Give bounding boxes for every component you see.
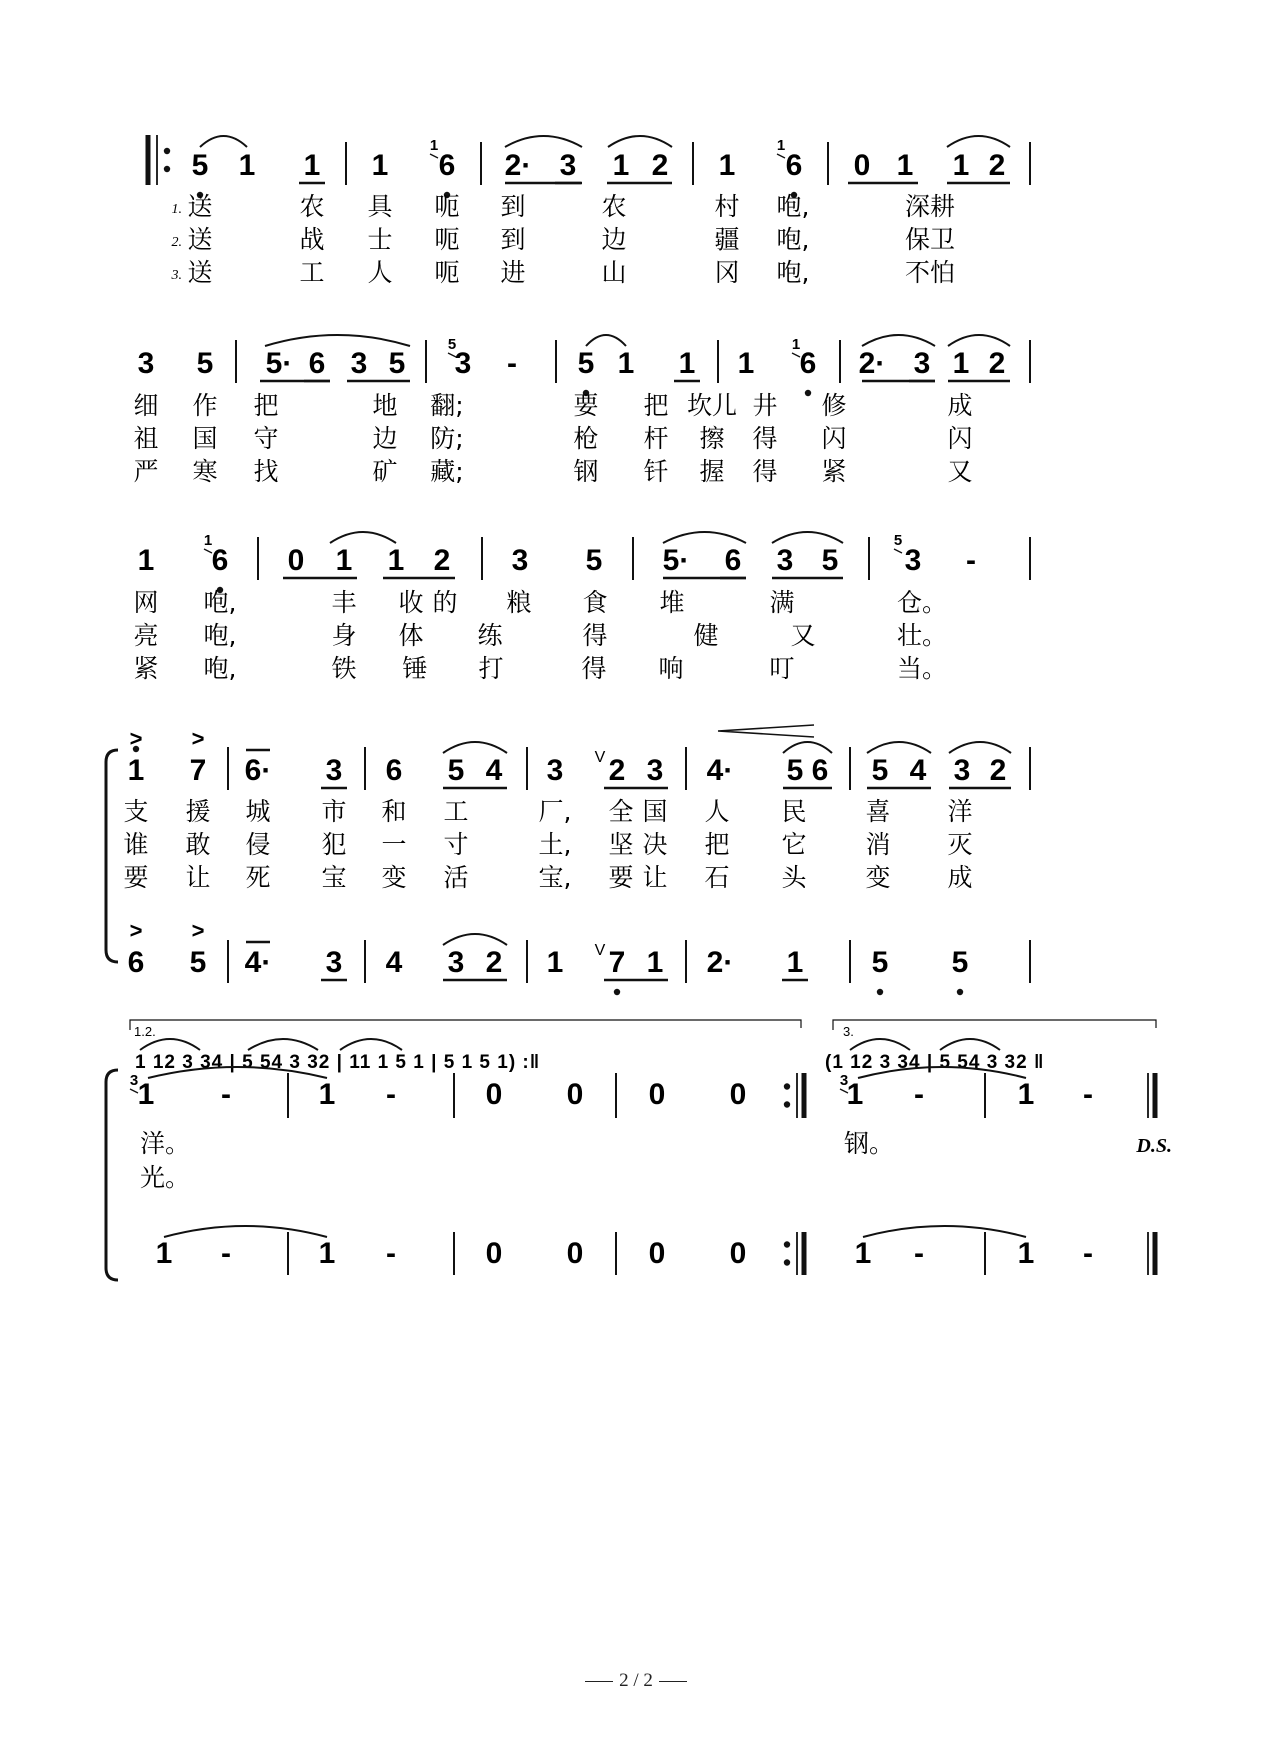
slur	[330, 532, 396, 543]
jianpu-note: -	[386, 1078, 396, 1111]
lyric-syllable: 咆,	[203, 621, 237, 650]
lyric-syllable: 堆	[659, 588, 685, 617]
jianpu-note: 3	[511, 544, 529, 577]
lyric-syllable: 洋	[947, 797, 973, 826]
lyric-syllable: 边	[601, 225, 627, 254]
jianpu-note: 2	[651, 149, 669, 182]
jianpu-note: 6	[385, 754, 403, 787]
jianpu-note: 1	[371, 149, 389, 182]
volta-label: 3.	[843, 1024, 854, 1039]
lyric-syllable: 送	[187, 225, 213, 254]
lyric-syllable: 城	[245, 797, 271, 826]
lyric-syllable: 枪	[573, 424, 599, 453]
lyric-syllable: 要	[573, 391, 599, 420]
lyric-syllable: 具	[367, 192, 393, 221]
lyric-syllable: 宝,	[538, 863, 572, 892]
lyric-syllable: 打	[478, 654, 504, 683]
lyric-syllable: 让	[185, 863, 211, 892]
lyric-syllable: 要	[123, 863, 149, 892]
slur	[663, 532, 746, 543]
accent-mark: >	[129, 918, 143, 943]
lyric-syllable: 杆	[643, 424, 669, 453]
grace-note: 1	[203, 532, 213, 549]
lyric-syllable: 战	[299, 225, 325, 254]
jianpu-note: 6	[308, 347, 326, 380]
lyric-syllable: 呃	[434, 258, 460, 287]
crescendo-hairpin	[718, 725, 814, 737]
repeat-dot	[784, 1101, 790, 1107]
jianpu-note: 1	[546, 946, 564, 979]
jianpu-note: 5	[191, 149, 209, 182]
slur	[948, 335, 1010, 346]
lyric-syllable: 钢	[573, 457, 599, 486]
jianpu-note: 6	[127, 946, 145, 979]
octave-dot	[614, 989, 620, 995]
jianpu-note: 1	[137, 1078, 155, 1111]
jianpu-note: 3	[776, 544, 794, 577]
lyric-syllable: 成	[947, 391, 973, 420]
grace-slash	[894, 549, 902, 553]
jianpu-note: 6	[211, 544, 229, 577]
jianpu-note: 5	[585, 544, 603, 577]
lyric-syllable: 决	[642, 830, 668, 859]
jianpu-note: 3	[953, 754, 971, 787]
jianpu-note: 0	[287, 544, 305, 577]
grace-note: 5	[893, 532, 903, 549]
jianpu-note: 1	[737, 347, 755, 380]
lyric-syllable: 谁	[123, 830, 149, 859]
lyric-syllable: 进	[500, 258, 526, 287]
lyric-syllable: 矿	[372, 457, 398, 486]
slur	[443, 934, 507, 945]
octave-dot	[805, 390, 811, 396]
lyric-syllable: 满	[769, 588, 795, 617]
jianpu-note: 1	[896, 149, 914, 182]
slur	[586, 335, 626, 346]
repeat-dot	[784, 1083, 790, 1089]
grace-slash	[430, 154, 438, 158]
jianpu-note: 0	[566, 1237, 584, 1270]
lyric-syllable: 工	[443, 797, 469, 826]
grace-note: 3	[129, 1072, 139, 1089]
lyric-syllable: 把	[253, 391, 279, 420]
jianpu-note: 3	[350, 347, 368, 380]
jianpu-note: 1	[335, 544, 353, 577]
lyric-syllable: 国	[192, 424, 218, 453]
jianpu-note: 5	[951, 946, 969, 979]
jianpu-note: 1	[952, 149, 970, 182]
jianpu-note: 2	[988, 149, 1006, 182]
lyric-syllable: 全	[608, 797, 634, 826]
jianpu-note: 5	[786, 754, 804, 787]
jianpu-note: -	[1083, 1237, 1093, 1270]
lyric-syllable: 严	[133, 457, 159, 486]
slur	[850, 1039, 910, 1050]
lyric-syllable: 侵	[245, 830, 271, 859]
lyric-syllable: 咆,	[203, 654, 237, 683]
lyric-syllable: 握	[699, 457, 725, 486]
jianpu-note: -	[507, 347, 517, 380]
breath-mark: V	[594, 749, 606, 766]
lyric-syllable: 不怕	[904, 258, 956, 287]
grace-slash	[777, 154, 785, 158]
jianpu-note: 1	[786, 946, 804, 979]
jianpu-note: 3	[913, 347, 931, 380]
jianpu-note: -	[221, 1078, 231, 1111]
lyric-syllable: 人	[367, 258, 393, 287]
lyric-syllable: 壮。	[896, 621, 948, 650]
volta-bracket	[130, 1020, 801, 1030]
lyric-syllable: 土,	[538, 830, 572, 859]
verse-number: 3.	[171, 268, 182, 283]
jianpu-note: 1	[846, 1078, 864, 1111]
lyric-syllable: 敢	[185, 830, 211, 859]
repeat-dot	[784, 1241, 790, 1247]
lyric-syllable: 死	[245, 863, 271, 892]
lyric-syllable: 厂,	[538, 797, 572, 826]
jianpu-note: 2	[485, 946, 503, 979]
lyric-syllable: 和	[381, 797, 407, 826]
lyric-syllable: 国	[642, 797, 668, 826]
jianpu-note: 0	[853, 149, 871, 182]
lyric-syllable: 呃	[434, 225, 460, 254]
jianpu-note: 1	[617, 347, 635, 380]
system-bracket	[106, 750, 118, 962]
lyric-syllable: 又	[947, 457, 973, 486]
grace-note: 1	[429, 137, 439, 154]
slur	[947, 136, 1010, 147]
jianpu-note: 1	[238, 149, 256, 182]
lyric-syllable: 到	[500, 192, 526, 221]
jianpu-note: 1	[127, 754, 145, 787]
jianpu-note: 6	[724, 544, 742, 577]
jianpu-note: 3	[646, 754, 664, 787]
ds-marking: D.S.	[1136, 1135, 1172, 1157]
jianpu-note: 2	[989, 754, 1007, 787]
jianpu-note: 3	[325, 754, 343, 787]
jianpu-note: 5	[196, 347, 214, 380]
lyric-syllable: 健	[693, 621, 719, 650]
lyric-syllable: 藏;	[430, 457, 464, 486]
page-number: 2 / 2	[0, 1670, 1272, 1692]
jianpu-note: 2	[433, 544, 451, 577]
lyric-syllable: 翻;	[430, 391, 464, 420]
jianpu-note: 6·	[244, 754, 272, 787]
jianpu-note: -	[914, 1237, 924, 1270]
jianpu-note: -	[221, 1237, 231, 1270]
lyric-syllable: 山	[601, 258, 627, 287]
jianpu-note: -	[1083, 1078, 1093, 1111]
lyric-syllable: 铁	[331, 654, 357, 683]
lyric-syllable: 得	[752, 457, 778, 486]
octave-dot	[957, 989, 963, 995]
lyric-syllable: 身	[331, 621, 357, 650]
lyric-syllable: 成	[947, 863, 973, 892]
slur	[265, 335, 410, 346]
grace-note: 5	[447, 336, 457, 353]
jianpu-note: 1	[318, 1078, 336, 1111]
lyric-syllable: 当。	[896, 654, 948, 683]
lyric-syllable: 宝	[321, 863, 347, 892]
lyric-syllable: 援	[185, 797, 211, 826]
lyric-syllable: 练	[477, 621, 503, 650]
lyric-syllable: 找	[253, 457, 279, 486]
jianpu-note: 2·	[706, 946, 734, 979]
slur	[443, 742, 507, 753]
grace-note: 1	[776, 137, 786, 154]
lyric-syllable: 防;	[430, 424, 464, 453]
jianpu-note: -	[966, 544, 976, 577]
grace-note: 3	[839, 1072, 849, 1089]
accent-mark: >	[191, 918, 205, 943]
jianpu-note: 1	[854, 1237, 872, 1270]
lyric-syllable: 地	[372, 391, 398, 420]
lyric-syllable: 把	[704, 830, 730, 859]
lyric-syllable: 寸	[443, 830, 469, 859]
jianpu-note: 2	[608, 754, 626, 787]
repeat-dot	[784, 1259, 790, 1265]
jianpu-note: 5	[871, 946, 889, 979]
jianpu-note: -	[914, 1078, 924, 1111]
slur	[867, 742, 931, 753]
lyric-syllable: 把	[643, 391, 669, 420]
octave-dot	[877, 989, 883, 995]
jianpu-note: 0	[729, 1078, 747, 1111]
system-bracket	[106, 1070, 118, 1280]
lyric-syllable: 锤	[402, 654, 428, 683]
lyric-syllable: 体	[398, 621, 424, 650]
lyric-syllable: 犯	[321, 830, 347, 859]
lyric-syllable: 网	[133, 588, 159, 617]
lyric-syllable: 食	[582, 588, 608, 617]
accompaniment-line: 1 12 3 34 | 5 54 3 32 | 11 1 5 1 | 5 1 5 1) :‖	[135, 1052, 541, 1073]
accent-mark: >	[191, 726, 205, 751]
jianpu-note: 0	[485, 1078, 503, 1111]
jianpu-note: 0	[566, 1078, 584, 1111]
lyric-syllable: 闪	[821, 424, 847, 453]
jianpu-note: 2·	[504, 149, 532, 182]
jianpu-note: 5	[871, 754, 889, 787]
lyric-syllable: 一	[381, 830, 407, 859]
jianpu-note: 1	[952, 347, 970, 380]
lyric-syllable: 坎儿	[686, 391, 738, 420]
verse-number: 1.	[171, 202, 182, 217]
jianpu-note: 1	[718, 149, 736, 182]
lyric-syllable: 农	[601, 192, 627, 221]
jianpu-note: 0	[485, 1237, 503, 1270]
grace-note: 1	[791, 336, 801, 353]
slur	[248, 1039, 318, 1050]
lyric-syllable: 作	[192, 391, 218, 420]
jianpu-note: 4	[385, 946, 403, 979]
lyric-syllable: 坚	[608, 830, 634, 859]
jianpu-note: 5	[447, 754, 465, 787]
lyric-syllable: 得	[752, 424, 778, 453]
lyric-syllable: 咆,	[776, 258, 810, 287]
accent-mark: >	[129, 726, 143, 751]
slur	[940, 1039, 1000, 1050]
slur	[140, 1039, 200, 1050]
jianpu-note: 1	[387, 544, 405, 577]
jianpu-note: 0	[729, 1237, 747, 1270]
jianpu-note: 3	[137, 347, 155, 380]
jianpu-note: 6	[438, 149, 456, 182]
lyric-syllable: 咆,	[203, 588, 237, 617]
jianpu-note: 5·	[662, 544, 690, 577]
lyric-syllable: 守	[253, 424, 279, 453]
lyric-syllable: 寒	[192, 457, 218, 486]
jianpu-note: 1	[318, 1237, 336, 1270]
lyric-syllable: 深耕	[904, 192, 956, 221]
volta-bracket	[833, 1020, 1156, 1030]
lyric-syllable: 变	[865, 863, 891, 892]
jianpu-note: 7	[189, 754, 207, 787]
lyric-syllable: 粮	[506, 588, 532, 617]
jianpu-note: 3	[454, 347, 472, 380]
jianpu-note: 3	[904, 544, 922, 577]
lyric-syllable: 边	[372, 424, 398, 453]
jianpu-note: 4·	[244, 946, 272, 979]
jianpu-note: 5	[577, 347, 595, 380]
lyric-syllable: 支	[123, 797, 149, 826]
jianpu-note: 1	[303, 149, 321, 182]
accompaniment-line: (1 12 3 34 | 5 54 3 32 ‖	[825, 1052, 1045, 1073]
lyric-syllable: 细	[133, 391, 159, 420]
lyric-syllable: 得	[582, 621, 608, 650]
breath-mark: V	[594, 942, 606, 959]
jianpu-note: 1	[155, 1237, 173, 1270]
lyric-syllable: 亮	[133, 621, 159, 650]
jianpu-note: 4	[909, 754, 927, 787]
jianpu-note: 3	[325, 946, 343, 979]
lyric-syllable: 喜	[865, 797, 891, 826]
jianpu-note: 5·	[265, 347, 293, 380]
jianpu-note: 6	[811, 754, 829, 787]
repeat-dot	[164, 148, 170, 154]
lyric-syllable: 市	[321, 797, 347, 826]
jianpu-note: 0	[648, 1078, 666, 1111]
jianpu-note: 3	[447, 946, 465, 979]
jianpu-note: 1	[646, 946, 664, 979]
jianpu-note: 2·	[858, 347, 886, 380]
slur	[608, 136, 672, 147]
lyric-syllable: 让	[642, 863, 668, 892]
lyric-syllable: 保卫	[904, 225, 956, 254]
lyric-syllable: 石	[704, 863, 730, 892]
lyric-syllable: 得	[581, 654, 607, 683]
jianpu-note: 3	[546, 754, 564, 787]
lyric-syllable: 送	[187, 192, 213, 221]
lyric-syllable: 擦	[699, 424, 725, 453]
lyric-syllable: 到	[500, 225, 526, 254]
slur	[772, 532, 843, 543]
jianpu-note: 4	[485, 754, 503, 787]
jianpu-note: 1	[1017, 1237, 1035, 1270]
jianpu-note: 5	[821, 544, 839, 577]
lyric-syllable: 洋。	[139, 1129, 191, 1158]
lyric-syllable: 闪	[947, 424, 973, 453]
slur	[340, 1039, 402, 1050]
lyric-syllable: 仓。	[896, 588, 948, 617]
slur	[164, 1226, 327, 1237]
jianpu-note: 5	[388, 347, 406, 380]
lyric-syllable: 收	[398, 588, 424, 617]
slur	[863, 1226, 1026, 1237]
lyric-syllable: 它	[781, 830, 807, 859]
jianpu-note: -	[386, 1237, 396, 1270]
lyric-syllable: 士	[367, 225, 393, 254]
jianpu-note: 0	[648, 1237, 666, 1270]
jianpu-note: 1	[678, 347, 696, 380]
lyric-syllable: 井	[752, 391, 778, 420]
slur	[505, 136, 582, 147]
lyric-syllable: 光。	[139, 1163, 191, 1192]
lyric-syllable: 工	[299, 258, 325, 287]
lyric-syllable: 冈	[714, 258, 740, 287]
lyric-syllable: 人	[704, 797, 730, 826]
slur	[783, 742, 832, 753]
slur	[200, 136, 247, 147]
jianpu-note: 1	[137, 544, 155, 577]
lyric-syllable: 的	[432, 588, 458, 617]
lyric-syllable: 钢。	[843, 1129, 895, 1158]
lyric-syllable: 丰	[331, 588, 357, 617]
lyric-syllable: 紧	[133, 654, 159, 683]
slur	[862, 335, 935, 346]
jianpu-note: 6	[799, 347, 817, 380]
verse-number: 2.	[171, 235, 182, 250]
lyric-syllable: 头	[781, 863, 807, 892]
jianpu-note: 3	[559, 149, 577, 182]
jianpu-note: 6	[785, 149, 803, 182]
lyric-syllable: 民	[781, 797, 807, 826]
lyric-syllable: 响	[658, 654, 684, 683]
jianpu-note: 4·	[706, 754, 734, 787]
lyric-syllable: 村	[714, 192, 740, 221]
lyric-syllable: 修	[821, 391, 847, 420]
jianpu-note: 1	[612, 149, 630, 182]
lyric-syllable: 祖	[133, 424, 159, 453]
lyric-syllable: 疆	[714, 225, 740, 254]
jianpu-note: 1	[1017, 1078, 1035, 1111]
lyric-syllable: 送	[187, 258, 213, 287]
lyric-syllable: 叮	[769, 654, 795, 683]
lyric-syllable: 钎	[643, 457, 669, 486]
lyric-syllable: 变	[381, 863, 407, 892]
slur	[949, 742, 1011, 753]
lyric-syllable: 咆,	[776, 192, 810, 221]
repeat-dot	[164, 166, 170, 172]
lyric-syllable: 咆,	[776, 225, 810, 254]
lyric-syllable: 农	[299, 192, 325, 221]
lyric-syllable: 活	[443, 863, 469, 892]
lyric-syllable: 灭	[947, 830, 973, 859]
volta-label: 1.2.	[134, 1024, 156, 1039]
jianpu-note: 7	[608, 946, 626, 979]
lyric-syllable: 消	[865, 830, 891, 859]
lyric-syllable: 紧	[821, 457, 847, 486]
lyric-syllable: 呃	[434, 192, 460, 221]
lyric-syllable: 要	[608, 863, 634, 892]
jianpu-note: 2	[988, 347, 1006, 380]
jianpu-note: 5	[189, 946, 207, 979]
lyric-syllable: 又	[790, 621, 816, 650]
